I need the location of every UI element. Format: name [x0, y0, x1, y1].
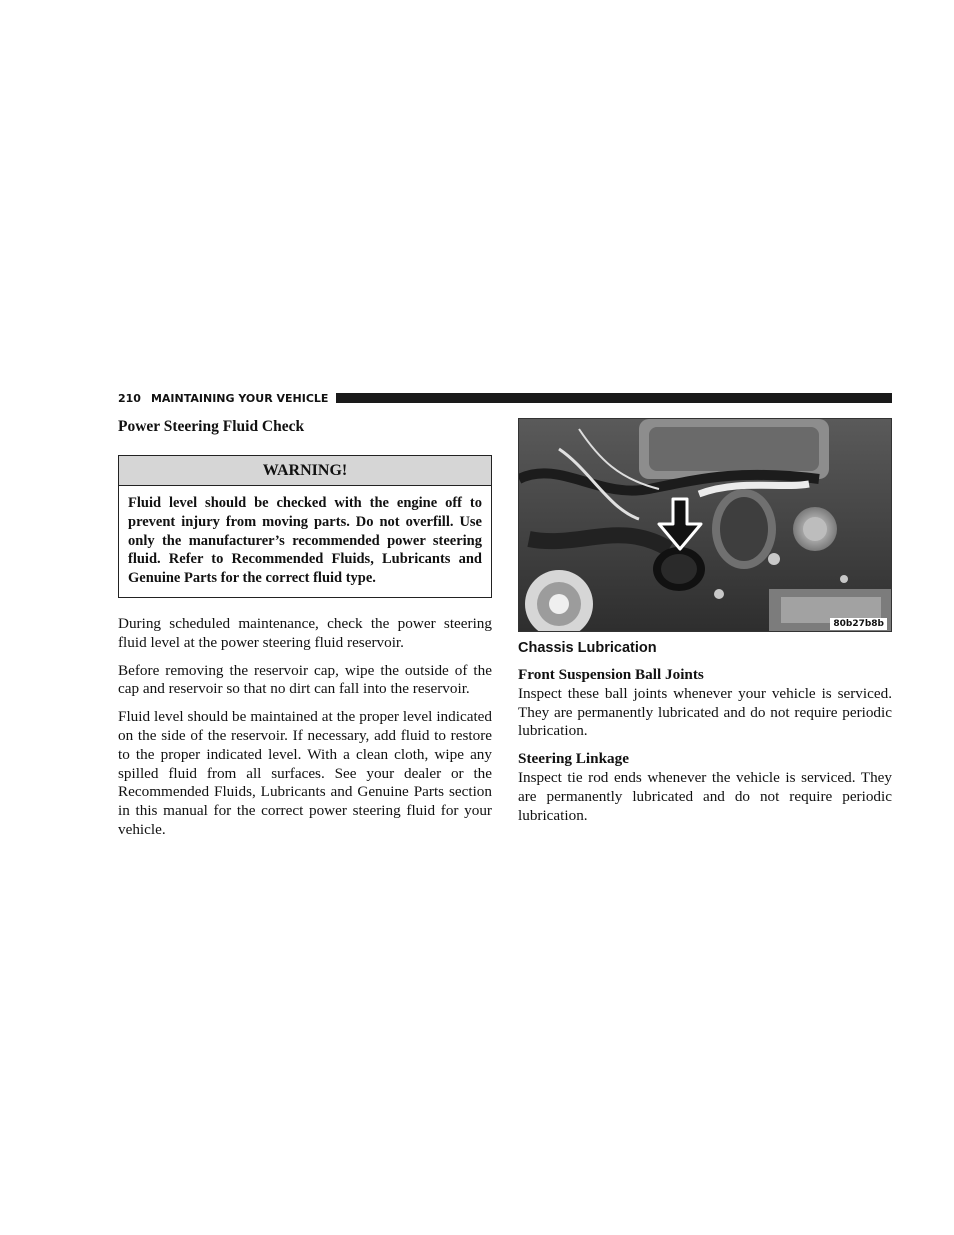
paragraph-2: Before removing the reservoir cap, wipe the outside of the cap and reservoir so that no dirt can fall into the reservoir.	[118, 661, 492, 698]
section-heading: Power Steering Fluid Check	[118, 418, 305, 435]
warning-box	[118, 455, 492, 598]
engine-bay-photo	[518, 418, 892, 632]
right-column	[518, 418, 892, 825]
header-rule	[336, 393, 892, 403]
subsection-text-1: Inspect these ball joints whenever your vehicle is serviced. They are permanently lubricated and do not require periodic lubrication.	[518, 684, 892, 740]
figure-code: 80b27b8b	[830, 618, 887, 630]
paragraph-3: Fluid level should be maintained at the proper level indicated on the side of the reservoir. If necessary, add fluid to restore to the proper indicated level. With a clean cloth, wipe any spilled fluid from all surfaces. See your dealer or the Recommended Fluids, Lubricants and Genuine Parts section in this manual for the correct power steering fluid for your vehicle.	[118, 708, 492, 838]
subsection-title-1: Front Suspension Ball Joints	[518, 666, 704, 683]
subsection-title-2: Steering Linkage	[518, 750, 629, 768]
paragraph-1: During scheduled maintenance, check the power steering fluid level at the power steering fluid reservoir.	[118, 614, 492, 651]
engine-bay-illustration	[519, 419, 891, 631]
page-header	[118, 390, 892, 406]
page-number: 210	[118, 391, 141, 405]
warning-text: Fluid level should be checked with the engine off to prevent injury from moving parts. Do not overfill. Use only the manufacturer’s recommended power steering fluid. Refer to Recommended Fluids, Lubricants and Genuine Parts for the correct fluid type.	[128, 495, 482, 587]
figure-caption: Chassis Lubrication	[518, 640, 657, 656]
left-column	[118, 418, 492, 840]
subsection-text-2: Inspect tie rod ends whenever the vehicle is serviced. They are permanently lubricated and do not require periodic lubrication.	[518, 768, 892, 824]
section-title: MAINTAINING YOUR VEHICLE	[150, 391, 329, 405]
warning-title: WARNING!	[119, 456, 491, 486]
